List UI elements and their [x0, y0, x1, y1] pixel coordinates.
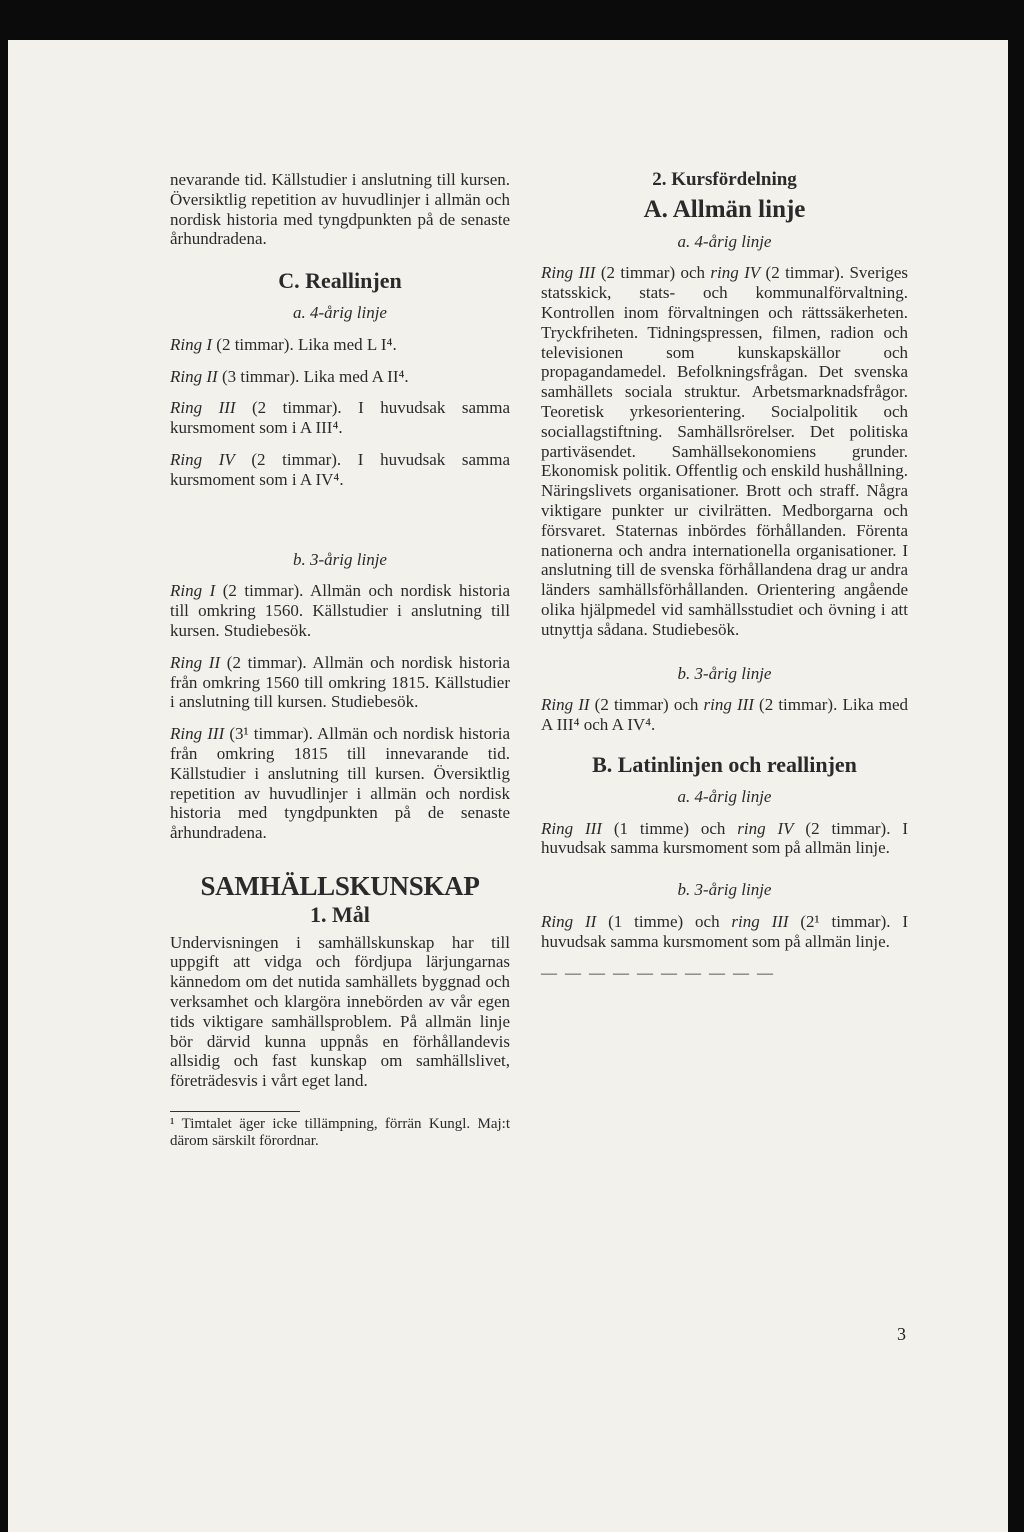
section-heading: A. Allmän linje	[643, 195, 806, 223]
paragraph: Ring I (2 timmar). Allmän och nordisk historia till omkring 1560. Källstudier i anslutning till kursen. Studiebesök.	[170, 581, 510, 640]
paragraph: Undervisningen i samhällskunskap har till uppgift att vidga och fördjupa lärjungarnas kännedom om det nutida samhällets byggnad och verksamhet och klargöra innebörden av vår egen tids viktigare samhällsproblem. På allmän linje bör därvid kunna uppnås en förhållandevis allsidig och fast kunskap om samhällslivet, företrädesvis i vårt eget land.	[170, 932, 510, 1091]
paragraph: Ring II (3 timmar). Lika med A II⁴.	[170, 366, 409, 386]
page-number: 3	[897, 1324, 906, 1344]
main-heading: SAMHÄLLSKUNSKAP	[200, 870, 480, 901]
paragraph: Ring II (1 timme) och ring III (2¹ timmar). I huvudsak samma kursmoment som på allmän linje.	[541, 911, 908, 951]
section-heading: 2. Kursfördelning	[652, 169, 797, 190]
right-column	[541, 170, 908, 983]
paragraph: Ring III (3¹ timmar). Allmän och nordisk historia från omkring 1815 till innevarande tid. Källstudier i anslutning till kursen. Översiktlig repetition av huvudlinjer i allmän och nordisk historia med tyngdpunkten på de senaste århundradena.	[170, 724, 511, 843]
subsection-heading: a. 4-årig linje	[677, 786, 772, 806]
subsection-heading: b. 3-årig linje	[677, 880, 772, 900]
paragraph: nevarande tid. Källstudier i anslutning till kursen. Översiktlig repetition av huvudlinjer i allmän och nordisk historia med tyngdpunkten på de senaste århundradena.	[170, 170, 510, 249]
paragraph: Ring II (2 timmar). Allmän och nordisk historia från omkring 1560 till omkring 1815. Källstudier i anslutning till kursen. Studiebesök.	[170, 652, 510, 712]
section-heading: C. Reallinjen	[278, 268, 402, 294]
footnote: ¹ Timtalet äger icke tillämpning, förrän Kungl. Maj:t därom särskilt förordnar.	[170, 1115, 510, 1149]
subsection-heading: a. 4-årig linje	[677, 231, 772, 251]
paragraph: Ring III (1 timme) och ring IV (2 timmar). I huvudsak samma kursmoment som på allmän linje.	[541, 818, 908, 858]
subsection-heading: b. 3-årig linje	[293, 549, 387, 569]
section-heading: B. Latinlinjen och reallinjen	[592, 751, 857, 777]
subsection-heading: b. 3-årig linje	[677, 663, 772, 683]
subsection-heading: a. 4-årig linje	[293, 302, 387, 322]
section-heading: 1. Mål	[310, 901, 370, 927]
footnote-rule	[170, 1111, 300, 1112]
paragraph: Ring II (2 timmar) och ring III (2 timmar). Lika med A III⁴ och A IV⁴.	[541, 695, 908, 735]
paragraph: Ring III (2 timmar). I huvudsak samma kursmoment som i A III⁴.	[170, 398, 511, 438]
paragraph: Ring III (2 timmar) och ring IV (2 timmar). Sveriges statsskick, stats- och kommunalförvaltning. Kontrollen inom förvaltningen och rättssäkerheten. Tryckfriheten. Tidningspressen, filmen, radion och televisionen som kunskapskällor och propagandamedel. Befolkningsfrågan. Det svenska samhällets sociala struktur. Arbetsmarknadsfrågor. Teoretisk yrkesorientering. Socialpolitik och sociallagstiftning. Samhällsrörelser. Det politiska partiväsendet. Samhällsekonomiens grunder. Ekonomisk politik. Offentlig och enskild hushållning. Näringslivets organisationer. Brott och straff. Några viktigare punkter ur civilrätten. Medborgarna och försvaret. Staternas inbördes förhållanden. Förenta nationerna och andra internationella organisationer. I anslutning till de svenska förhållandena drag ur andra länders samhällsförhållanden. Orientering angående olika hjälpmedel vid samhällsstudiet och övning i att utnyttja sådana. Studiebesök.	[541, 263, 909, 639]
paragraph: Ring IV (2 timmar). I huvudsak samma kursmoment som i A IV⁴.	[170, 449, 511, 489]
dash-divider: — — — — — — — — — —	[541, 964, 775, 982]
left-column	[170, 170, 510, 1162]
paragraph: Ring I (2 timmar). Lika med L I⁴.	[170, 334, 397, 354]
